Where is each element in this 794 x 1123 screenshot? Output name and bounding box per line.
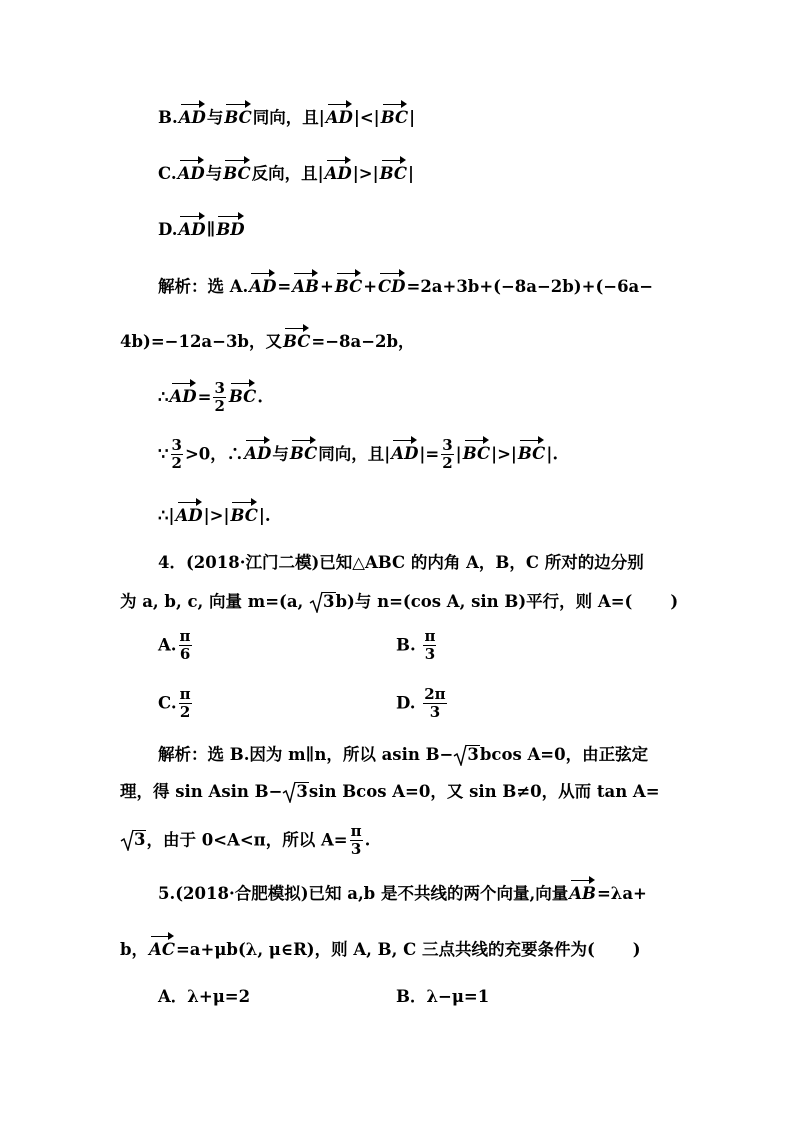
option-3b: B.AD与BC同向，且|AD|<|BC| (158, 108, 416, 127)
radical-sign-icon (282, 781, 296, 803)
vector-ad: AD (177, 164, 205, 183)
vector-bc: BC (379, 164, 407, 183)
vector-bd: BD (216, 220, 245, 239)
solution-4-line-3: 3，由于 0<A<π，所以 A= $\frac{\pi}{3}$ . (120, 823, 370, 859)
sqrt-three: 3 (282, 782, 308, 801)
vector-bc: BC (230, 506, 258, 525)
vector-ad: AD (391, 444, 419, 464)
solution-4-line-2: 理，得 sin Asin B− 3sin Bcos A=0，又 sin B≠0，从而 tan A= (120, 782, 660, 801)
option-5b: B．λ−μ=1 (396, 987, 490, 1006)
vector-bc: BC (334, 277, 363, 296)
sqrt-three: 3 (309, 592, 335, 611)
option-4c: C. $\frac{\pi}{2}$ (158, 685, 191, 722)
solution-3-line-2: 4b)=−12a−3b，又BC=−8a−2b， (120, 332, 415, 351)
vector-bc: BC (517, 444, 546, 464)
question-5-line-1: 5.(2018·合肥模拟)已知 a,b 是不共线的两个向量,向量AB=λa+ (158, 884, 647, 903)
vector-ad: AD (244, 444, 272, 464)
vector-ad: AD (175, 506, 203, 525)
option-4d: D. $\frac{2\pi}{3}$ (396, 685, 446, 722)
vector-ad: AD (169, 387, 197, 407)
solution-3-line-3: ∴AD= $\frac{3}{2}$ BC. (158, 379, 264, 416)
option-3d: D.AD∥BD (158, 220, 245, 239)
solution-4-line-1: 解析：选 B.因为 m∥n，所以 asin B− 3bcos A=0，由正弦定 (158, 745, 649, 764)
solution-3-line-1: 解析：选 A.AD=AB+BC+CD=2a+3b+(−8a−2b)+(−6a− (158, 277, 654, 296)
vector-ac: AC (149, 940, 175, 959)
vector-bc: BC (228, 387, 257, 407)
radical-sign-icon (453, 744, 467, 766)
vector-ad: AD (178, 108, 206, 127)
question-5-line-2: b，AC=a+μb(λ, μ∈R)，则 A, B, C 三点共线的充要条件为( ) (120, 940, 641, 959)
vector-ab: AB (292, 277, 319, 296)
fraction-three-halves: $\frac{3}{2}$ (442, 436, 453, 473)
vector-bc: BC (224, 108, 252, 127)
vector-bc: BC (289, 444, 318, 464)
fraction-three-halves: $\frac{3}{2}$ (214, 379, 225, 416)
vector-ad: AD (324, 164, 352, 183)
fraction-three-halves: $\frac{3}{2}$ (171, 436, 182, 473)
sqrt-three: 3 (120, 830, 146, 849)
vector-bc: BC (223, 164, 251, 183)
vector-ad: AD (249, 277, 277, 296)
option-4a: A. $\frac{\pi}{6}$ (158, 627, 191, 664)
radical-sign-icon (120, 829, 134, 851)
vector-cd: CD (378, 277, 406, 296)
option-3c: C.AD与BC反向，且|AD|>|BC| (158, 164, 414, 183)
option-4b: B. $\frac{\pi}{3}$ (396, 627, 436, 664)
vector-ab: AB (569, 884, 596, 903)
solution-3-line-5: ∴|AD|>|BC|. (158, 506, 271, 525)
question-4-line-1: 4．(2018·江门二模)已知△ABC 的内角 A，B，C 所对的边分别 (158, 553, 644, 572)
vector-ad: AD (325, 108, 353, 127)
solution-3-line-4: ∵ $\frac{3}{2}$ >0，∴AD与BC同向，且|AD|= $\frac{3}{2}$ |BC|>|BC|. (158, 436, 559, 473)
vector-ad: AD (178, 220, 206, 239)
radical-sign-icon (309, 591, 323, 613)
vector-bc: BC (380, 108, 409, 127)
option-5a: A．λ+μ=2 (158, 987, 251, 1006)
question-4-line-2: 为 a, b, c, 向量 m=(a, 3b)与 n=(cos A, sin B)平行，则 A=( ) (120, 592, 679, 611)
vector-bc: BC (282, 332, 311, 351)
vector-bc: BC (462, 444, 491, 464)
sqrt-three: 3 (453, 745, 479, 764)
